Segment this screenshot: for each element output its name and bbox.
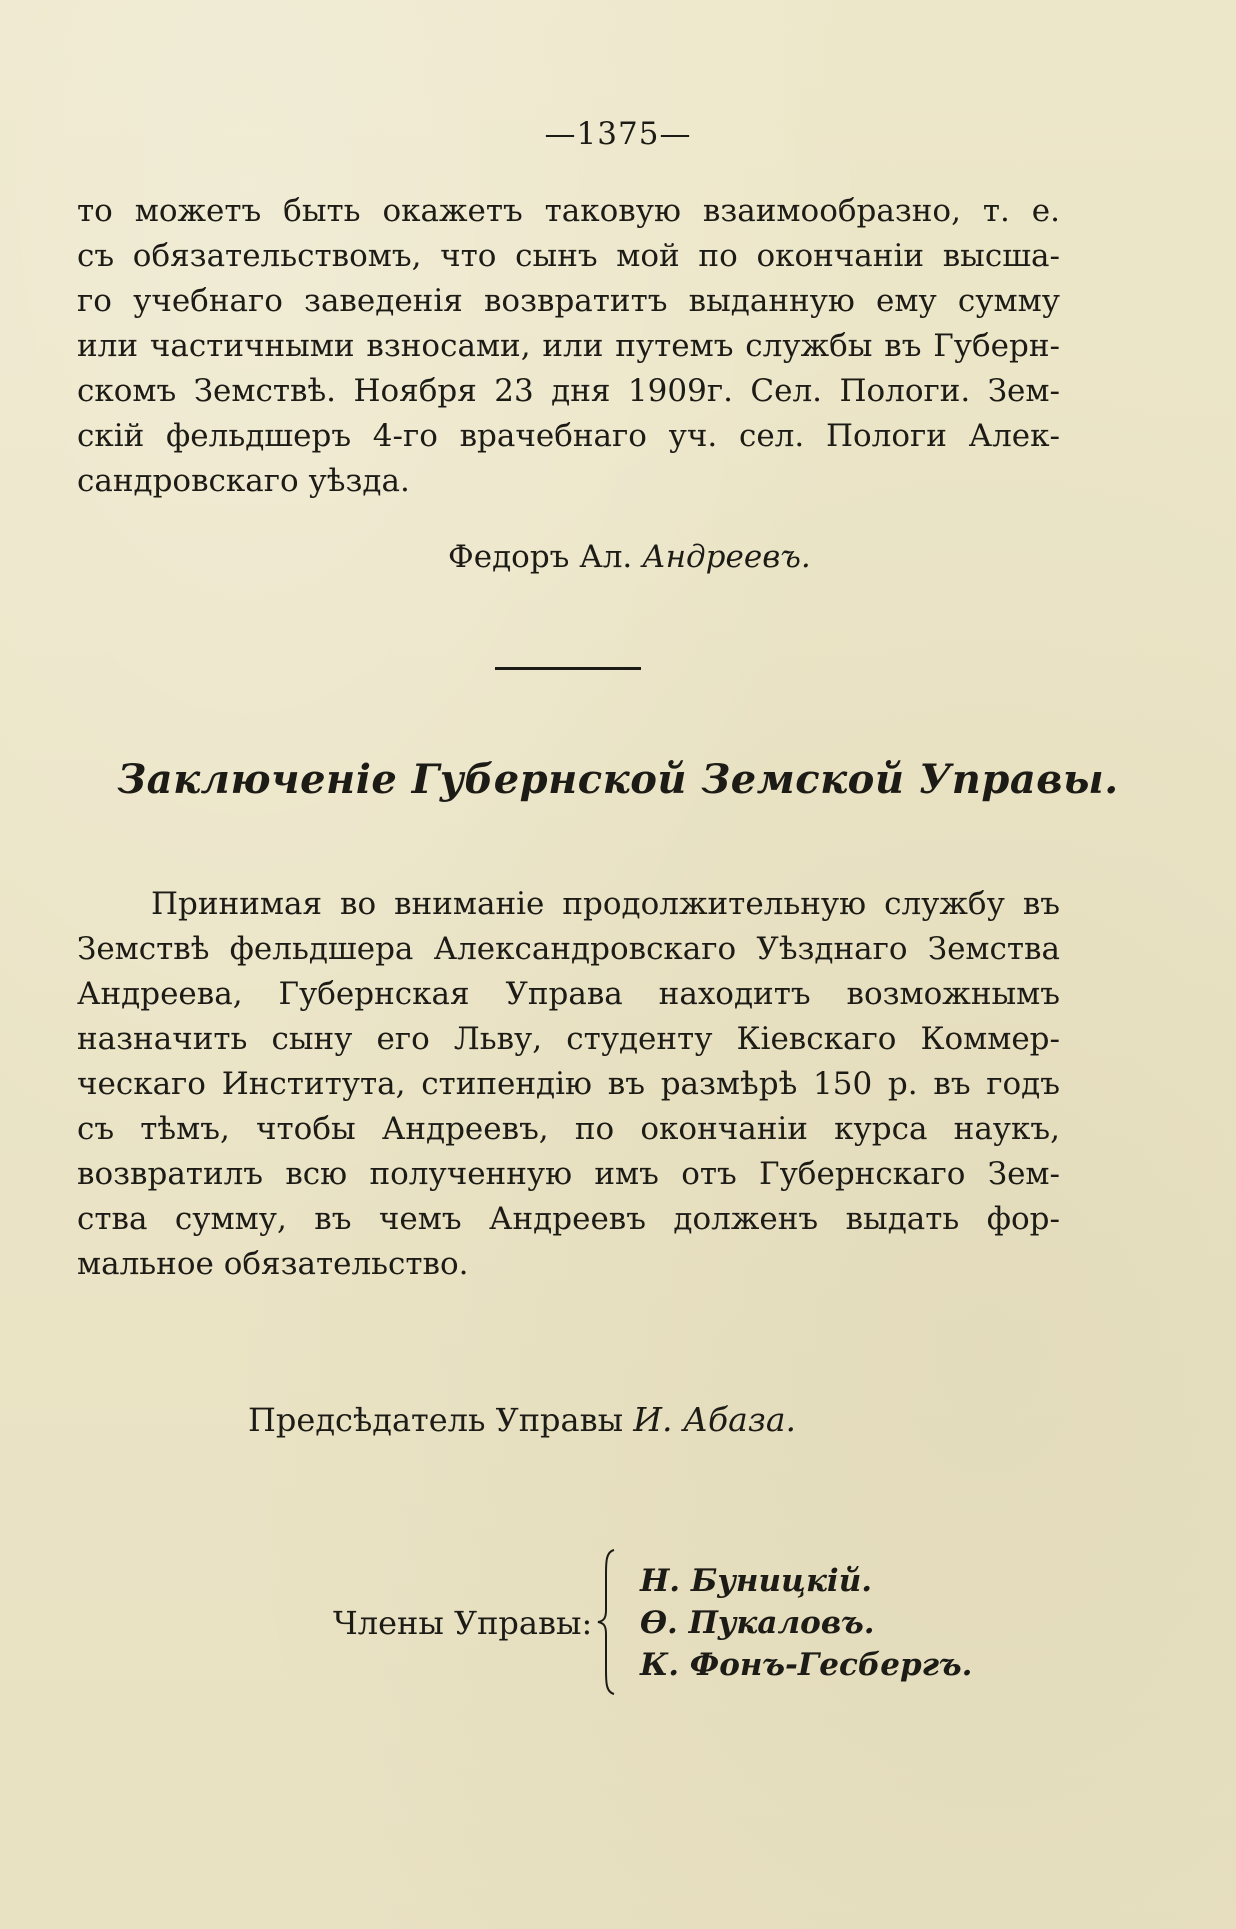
second-paragraph-line: возвратилъ всю полученную имъ отъ Губернскаго Зем- bbox=[77, 1156, 1060, 1192]
first-paragraph-line: то можетъ быть окажетъ таковую взаимообразно, т. е. bbox=[77, 193, 1060, 229]
members-list bbox=[640, 1560, 972, 1686]
first-paragraph bbox=[77, 189, 1060, 504]
second-paragraph-line: ства сумму, въ чемъ Андреевъ долженъ выдать фор- bbox=[77, 1201, 1060, 1237]
member-name: Н. Буницкій. bbox=[640, 1563, 873, 1599]
member-name: Ѳ. Пукаловъ. bbox=[640, 1605, 875, 1641]
first-paragraph-line: скомъ Земствѣ. Ноября 23 дня 1909г. Сел. Пологи. Зем- bbox=[77, 373, 1060, 409]
second-paragraph-line: назначить сыну его Льву, студенту Кіевскаго Коммер- bbox=[77, 1021, 1060, 1057]
first-paragraph-line: сандровскаго уѣзда. bbox=[77, 463, 410, 499]
first-paragraph-line: или частичными взносами, или путемъ службы въ Губерн- bbox=[77, 328, 1060, 364]
applicant-signature-prefix: Федоръ Ал. bbox=[448, 539, 633, 575]
chairman-label: Предсѣдатель Управы bbox=[248, 1401, 624, 1439]
chairman-signature bbox=[248, 1400, 796, 1439]
applicant-signature-name: Андреевъ. bbox=[642, 539, 811, 575]
second-paragraph-line: ческаго Института, стипендію въ размѣрѣ 150 р. въ годъ bbox=[77, 1066, 1060, 1102]
chairman-name: И. Абаза. bbox=[633, 1400, 796, 1439]
applicant-signature bbox=[448, 539, 811, 575]
section-heading: Заключеніе Губернской Земской Управы. bbox=[117, 756, 1119, 803]
second-paragraph bbox=[77, 882, 1060, 1287]
members-label: Члены Управы: bbox=[333, 1604, 593, 1642]
second-paragraph-line: мальное обязательство. bbox=[77, 1246, 469, 1282]
brace-icon bbox=[594, 1548, 618, 1696]
first-paragraph-line: скій фельдшеръ 4-го врачебнаго уч. сел. Пологи Алек- bbox=[77, 418, 1060, 454]
second-paragraph-line: Земствѣ фельдшера Александровскаго Уѣзднаго Земства bbox=[77, 931, 1060, 967]
second-paragraph-line: Принимая во вниманіе продолжительную службу въ bbox=[151, 886, 1060, 922]
second-paragraph-line: съ тѣмъ, чтобы Андреевъ, по окончаніи курса наукъ, bbox=[77, 1111, 1060, 1147]
section-divider bbox=[495, 667, 641, 670]
member-name: К. Фонъ-Гесбергъ. bbox=[640, 1647, 973, 1683]
first-paragraph-line: го учебнаго заведенія возвратитъ выданную ему сумму bbox=[77, 283, 1060, 319]
second-paragraph-line: Андреева, Губернская Управа находитъ возможнымъ bbox=[77, 976, 1060, 1012]
first-paragraph-line: съ обязательствомъ, что сынъ мой по окончаніи высша- bbox=[77, 238, 1060, 274]
page-number: —1375— bbox=[544, 116, 692, 152]
